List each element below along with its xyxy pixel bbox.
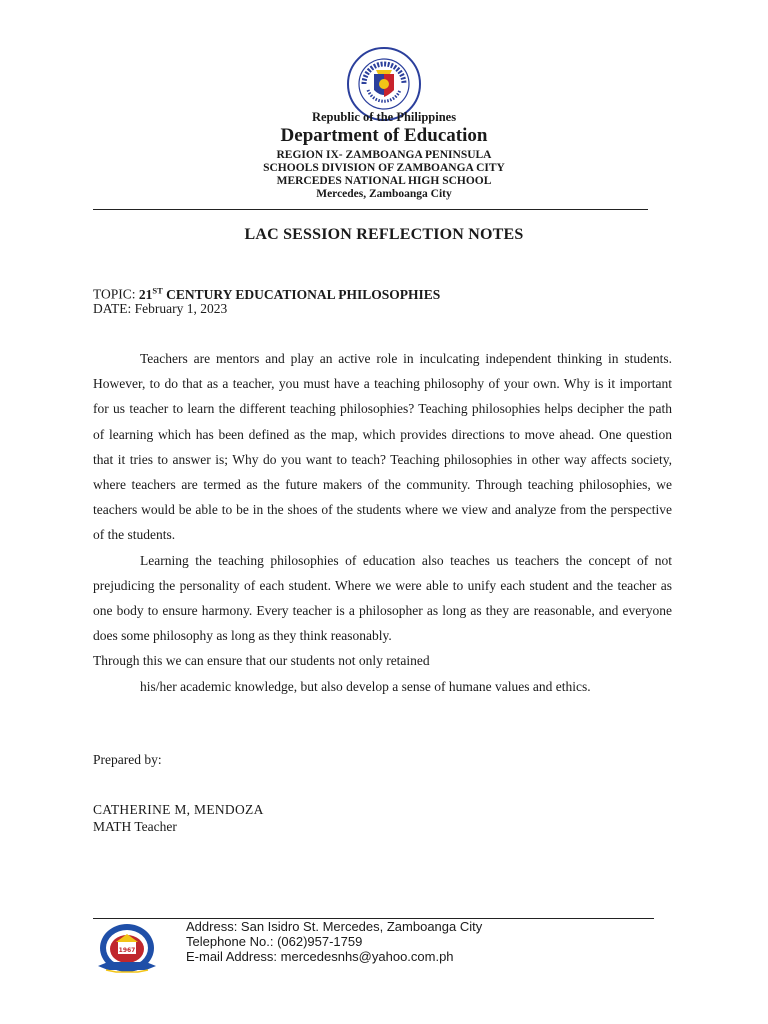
topic-rest: CENTURY EDUCATIONAL PHILOSOPHIES bbox=[166, 286, 441, 302]
paragraph-2: Learning the teaching philosophies of education also teaches us teachers the concept of not prejudicing the personality of each student. Where we were able to unify each student and the teacher as one body to ensure harmony. Every teacher is a philosopher as long as they are reasonable, and everyone does some philosophy as long as they think reasonably. bbox=[93, 552, 672, 644]
paragraph-3: his/her academic knowledge, but also develop a sense of humane values and ethics. bbox=[140, 678, 591, 694]
reflection-body bbox=[93, 346, 672, 699]
region-heading: REGION IX- ZAMBOANGA PENINSULA bbox=[276, 149, 492, 161]
topic-line bbox=[93, 285, 440, 303]
document-title: LAC SESSION REFLECTION NOTES bbox=[244, 226, 524, 243]
school-logo-icon bbox=[96, 922, 158, 978]
footer-phone: Telephone No.: (062)957-1759 bbox=[186, 934, 363, 949]
footer-email: E-mail Address: mercedesnhs@yahoo.com.ph bbox=[186, 949, 454, 964]
republic-heading: Republic of the Philippines bbox=[311, 110, 457, 124]
signer-role: MATH Teacher bbox=[93, 819, 177, 834]
date-value: February 1, 2023 bbox=[134, 301, 228, 316]
department-heading: Department of Education bbox=[280, 125, 488, 146]
city-heading: Mercedes, Zamboanga City bbox=[316, 188, 452, 200]
header-divider bbox=[93, 209, 648, 210]
topic-label: TOPIC: bbox=[93, 286, 136, 302]
paragraph-1: Teachers are mentors and play an active role in inculcating independent thinking in students. However, to do that as a teacher, you must have a teaching philosophy of your own. Why is it important for us teacher to learn the different teaching philosophies? Teaching philosophies helps decipher the path of learning which has been defined as the map, which provides directions to move ahead. One question that it tries to answer is; Why do you want to teach? Teaching philosophies in other way affects society, where teachers are termed as the future makers of the community. Through teaching philosophies, we teachers would be able to be in the shoes of the students where we view and analyze from the perspective of the students. bbox=[93, 351, 672, 543]
topic-value bbox=[139, 287, 440, 302]
date-line bbox=[93, 301, 227, 317]
division-heading: SCHOOLS DIVISION OF ZAMBOANGA CITY bbox=[263, 162, 505, 174]
logo-year: 1967 bbox=[118, 947, 136, 954]
date-label: DATE: bbox=[93, 301, 132, 316]
paragraph-2-continuation: Through this we can ensure that our students not only retained bbox=[93, 653, 430, 669]
topic-superscript: ST bbox=[152, 285, 163, 295]
prepared-by-label: Prepared by: bbox=[93, 752, 162, 767]
topic-number: 21 bbox=[138, 286, 153, 302]
footer-address: Address: San Isidro St. Mercedes, Zamboanga City bbox=[186, 919, 483, 934]
school-heading: MERCEDES NATIONAL HIGH SCHOOL bbox=[276, 175, 492, 187]
signer-name: CATHERINE M, MENDOZA bbox=[93, 802, 264, 817]
